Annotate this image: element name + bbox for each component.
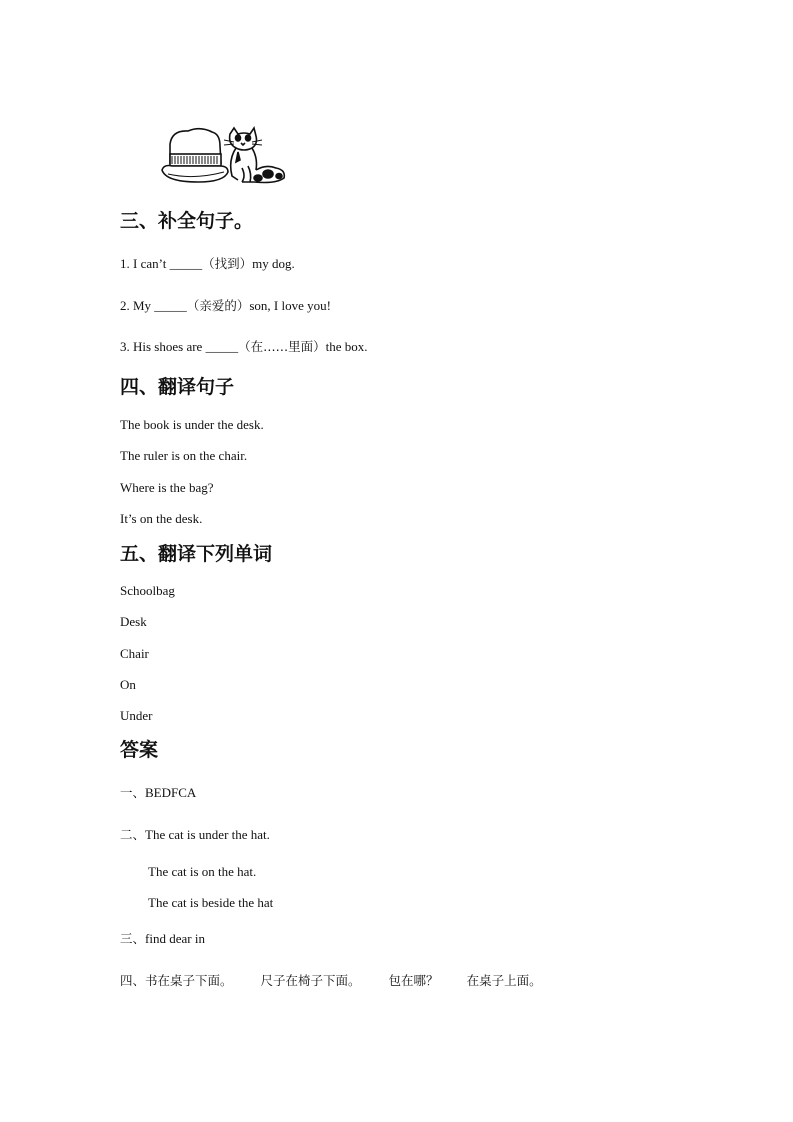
section-3-item-2 — [120, 298, 331, 314]
answer-1-text: BEDFCA — [145, 785, 197, 800]
hat-and-cat-illustration — [158, 124, 290, 190]
answer-4-item: 书在桌子下面。 — [145, 973, 233, 988]
answer-4 — [120, 973, 570, 989]
answer-1-label: 一、 — [120, 785, 146, 800]
answer-2-line-1: The cat is under the hat. — [145, 827, 270, 842]
answer-3-label: 三、 — [120, 931, 146, 946]
section-5-word: Under — [120, 708, 153, 723]
answer-2 — [120, 827, 270, 843]
hat-drawing — [162, 129, 228, 182]
section-5-word: On — [120, 677, 136, 692]
item-2-suffix: son, I love you! — [249, 298, 331, 313]
item-3-prefix: 3. His shoes are _____ — [120, 339, 239, 354]
section-5-heading: 五、翻译下列单词 — [120, 543, 273, 565]
item-1-prefix: 1. I can’t _____ — [120, 256, 203, 271]
answers-heading: 答案 — [120, 739, 159, 761]
answer-1 — [120, 785, 196, 801]
item-2-hint: （亲爱的） — [186, 298, 250, 313]
item-1-suffix: my dog. — [252, 256, 295, 271]
section-5-word: Schoolbag — [120, 583, 175, 598]
cat-drawing — [224, 128, 284, 183]
section-4-sentence: The ruler is on the chair. — [120, 448, 248, 463]
answer-3-text: find dear in — [145, 931, 205, 946]
item-3-hint: （在……里面） — [238, 339, 326, 354]
section-4-sentence: Where is the bag? — [120, 480, 214, 495]
section-5-word: Chair — [120, 646, 149, 661]
section-4-sentence: It’s on the desk. — [120, 511, 203, 526]
answer-4-label: 四、 — [120, 973, 146, 988]
section-4-sentence: The book is under the desk. — [120, 417, 264, 432]
section-3-item-1 — [120, 256, 295, 272]
item-1-hint: （找到） — [202, 256, 253, 271]
section-4-heading: 四、翻译句子 — [120, 376, 235, 398]
answer-2-label: 二、 — [120, 827, 146, 842]
answer-2-line-3: The cat is beside the hat — [148, 895, 274, 910]
answer-4-item: 包在哪？ — [388, 973, 439, 988]
answer-4-item: 尺子在椅子下面。 — [260, 973, 361, 988]
answer-2-line-2: The cat is on the hat. — [148, 864, 257, 879]
section-5-word: Desk — [120, 614, 147, 629]
item-3-suffix: the box. — [325, 339, 368, 354]
answer-4-item: 在桌子上面。 — [466, 973, 542, 988]
section-3-item-3 — [120, 339, 367, 355]
item-2-prefix: 2. My _____ — [120, 298, 187, 313]
answer-3 — [120, 931, 205, 947]
section-3-heading: 三、补全句子。 — [120, 210, 254, 232]
